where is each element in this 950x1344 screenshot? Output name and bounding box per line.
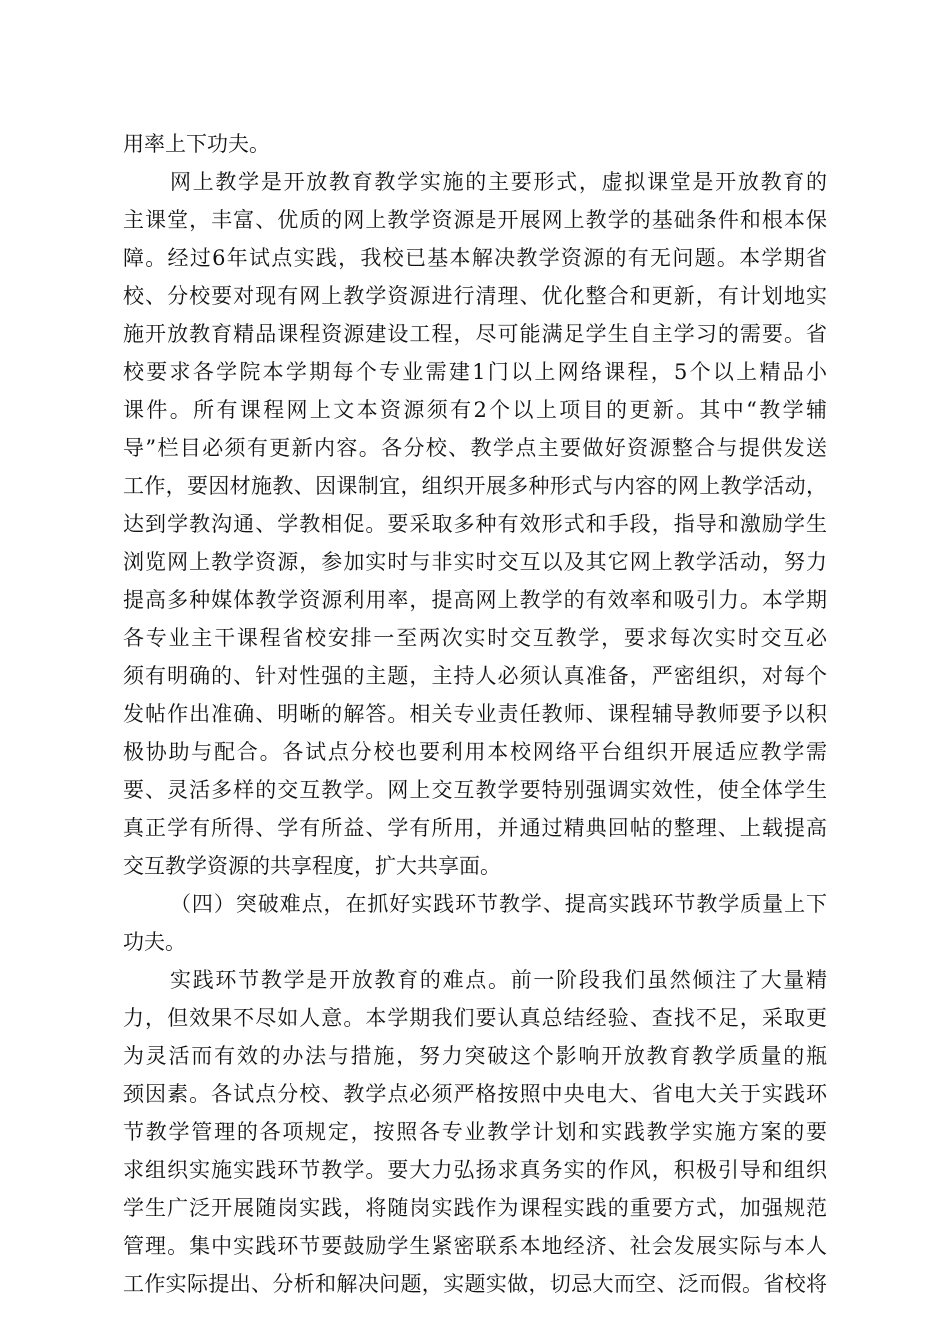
text-line: 工作，要因材施教、因课制宜，组织开展多种形式与内容的网上教学活动， — [123, 474, 827, 498]
text-line: 颈因素。各试点分校、教学点必须严格按照中央电大、省电大关于实践环 — [123, 1082, 827, 1106]
text-line: 交互教学资源的共享程度，扩大共享面。 — [123, 854, 501, 878]
text-line: 学生广泛开展随岗实践，将随岗实践作为课程实践的重要方式，加强规范 — [123, 1196, 827, 1220]
text-line: 提高多种媒体教学资源利用率，提高网上教学的有效率和吸引力。本学期 — [123, 588, 827, 612]
text-line: 发帖作出准确、明晰的解答。相关专业责任教师、课程辅导教师要予以积 — [123, 702, 827, 726]
text-line: 导”栏目必须有更新内容。各分校、教学点主要做好资源整合与提供发送 — [123, 436, 827, 460]
text-line: 要、灵活多样的交互教学。网上交互教学要特别强调实效性，使全体学生 — [123, 778, 827, 802]
text-line: 障。经过6年试点实践，我校已基本解决教学资源的有无问题。本学期省 — [123, 246, 827, 270]
text-line: 管理。集中实践环节要鼓励学生紧密联系本地经济、社会发展实际与本人 — [123, 1234, 827, 1258]
text-line: 工作实际提出、分析和解决问题，实题实做，切忌大而空、泛而假。省校将 — [123, 1272, 827, 1296]
text-line: 须有明确的、针对性强的主题，主持人必须认真准备，严密组织，对每个 — [123, 664, 827, 688]
text-line: 为灵活而有效的办法与措施，努力突破这个影响开放教育教学质量的瓶 — [123, 1044, 827, 1068]
text-line: 真正学有所得、学有所益、学有所用，并通过精典回帖的整理、上载提高 — [123, 816, 827, 840]
text-line: 主课堂，丰富、优质的网上教学资源是开展网上教学的基础条件和根本保 — [123, 208, 827, 232]
text-line: 课件。所有课程网上文本资源须有2个以上项目的更新。其中“教学辅 — [123, 398, 827, 422]
section-heading-continuation: 功夫。 — [123, 930, 186, 954]
text-line: 力，但效果不尽如人意。本学期我们要认真总结经验、查找不足，采取更 — [123, 1006, 827, 1030]
paragraph-first-line: 实践环节教学是开放教育的难点。前一阶段我们虽然倾注了大量精 — [170, 968, 827, 992]
paragraph-first-line: 网上教学是开放教育教学实施的主要形式，虚拟课堂是开放教育的 — [170, 170, 827, 194]
section-heading: （四）突破难点，在抓好实践环节教学、提高实践环节教学质量上下 — [170, 892, 827, 916]
text-line: 施开放教育精品课程资源建设工程，尽可能满足学生自主学习的需要。省 — [123, 322, 827, 346]
text-line: 用率上下功夫。 — [123, 132, 270, 156]
text-line: 浏览网上教学资源，参加实时与非实时交互以及其它网上教学活动，努力 — [123, 550, 827, 574]
text-line: 达到学教沟通、学教相促。要采取多种有效形式和手段，指导和激励学生 — [123, 512, 827, 536]
text-line: 节教学管理的各项规定，按照各专业教学计划和实践教学实施方案的要 — [123, 1120, 827, 1144]
text-line: 极协助与配合。各试点分校也要利用本校网络平台组织开展适应教学需 — [123, 740, 827, 764]
text-line: 各专业主干课程省校安排一至两次实时交互教学，要求每次实时交互必 — [123, 626, 827, 650]
text-line: 校、分校要对现有网上教学资源进行清理、优化整合和更新，有计划地实 — [123, 284, 827, 308]
text-line: 校要求各学院本学期每个专业需建1门以上网络课程，5个以上精品小 — [123, 360, 827, 384]
text-line: 求组织实施实践环节教学。要大力弘扬求真务实的作风，积极引导和组织 — [123, 1158, 827, 1182]
